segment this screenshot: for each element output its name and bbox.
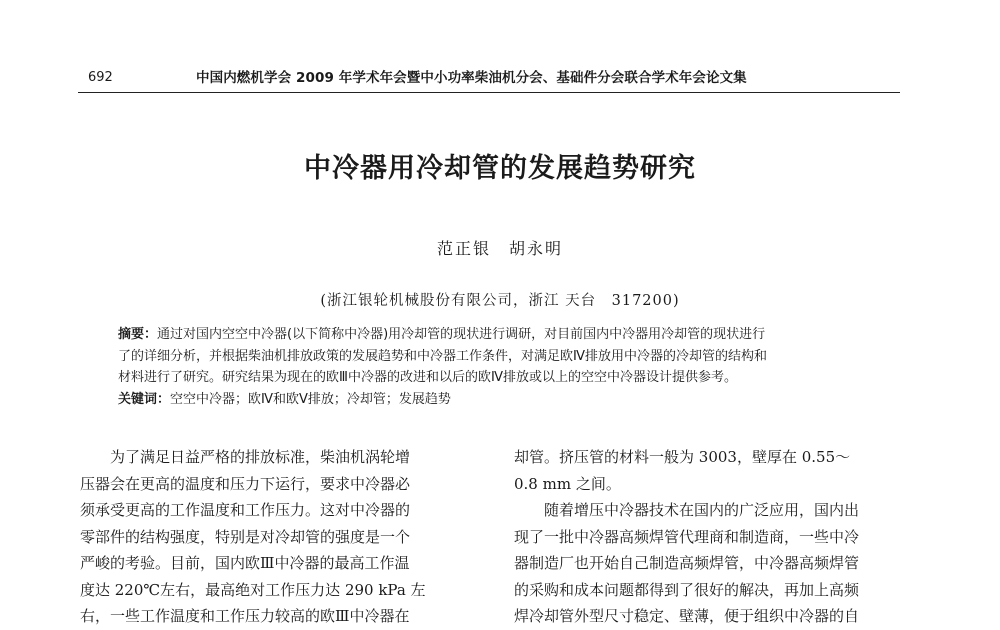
abstract-line: 材料进行了研究。研究结果为现在的欧Ⅲ中冷器的改进和以后的欧Ⅳ排放或以上的空空中冷器设计提供参考。 [118,370,737,385]
running-header [78,62,900,93]
body-line: 度达 220℃左右，最高绝对工作压力达 290 kPa 左 [80,580,426,599]
body-line: 焊冷却管外型尺寸稳定、壁薄，便于组织中冷器的自 [514,607,860,625]
body-line: 零部件的结构强度，特别是对冷却管的强度是一个 [80,527,411,546]
abstract-line [118,324,888,346]
body-line: 器制造厂也开始自己制造高频焊管，中冷器高频焊管 [514,554,860,572]
running-head-title: 中国内燃机学会 2009 年学术年会暨中小功率柴油机分会、基础件分会联合学术年会论文集 [196,70,747,86]
body-line: 右，一些工作温度和工作压力较高的欧Ⅲ中冷器在 [80,607,410,625]
body-line: 压器会在更高的温度和压力下运行，要求中冷器必 [80,474,411,493]
body-line: 须承受更高的工作温度和工作压力。这对中冷器的 [80,501,411,519]
abstract-line: 了的详细分析，并根据柴油机排放政策的发展趋势和中冷器工作条件，对满足欧Ⅳ排放用中冷器的冷却管的结构和 [118,348,767,364]
abstract [118,324,888,410]
keywords-text: 空空中冷器；欧Ⅳ和欧Ⅴ排放；冷却管；发展趋势 [170,391,451,407]
body-line: 随着增压中冷器技术在国内的广泛应用，国内出 [544,501,860,519]
body-line: 严峻的考验。目前，国内欧Ⅲ中冷器的最高工作温 [80,554,410,572]
body-left-column [80,444,480,630]
abstract-text: 通过对国内空空中冷器(以下简称中冷器)用冷却管的现状进行调研，对目前国内中冷器用冷却管的现状进行 [157,327,766,342]
body-line: 现了一批中冷器高频焊管代理商和制造商，一些中冷 [514,527,860,546]
body-right-column [514,444,914,630]
authors: 范正银 胡永明 [436,239,563,258]
body-line: 却管。挤压管的材料一般为 3003，壁厚在 0.55～ [514,448,851,466]
body-line: 为了满足日益严格的排放标准，柴油机涡轮增 [110,448,411,466]
page-number: 692 [88,70,113,85]
keywords-label: 关键词： [118,391,171,407]
keywords-line [118,389,888,411]
abstract-label: 摘要： [118,327,158,342]
paper-title: 中冷器用冷却管的发展趋势研究 [304,153,696,184]
body-line: 0.8 mm 之间。 [514,474,621,493]
affiliation: (浙江银轮机械股份有限公司，浙江 天台 317200) [320,293,680,309]
body-line: 的采购和成本问题都得到了很好的解决，再加上高频 [514,580,860,599]
